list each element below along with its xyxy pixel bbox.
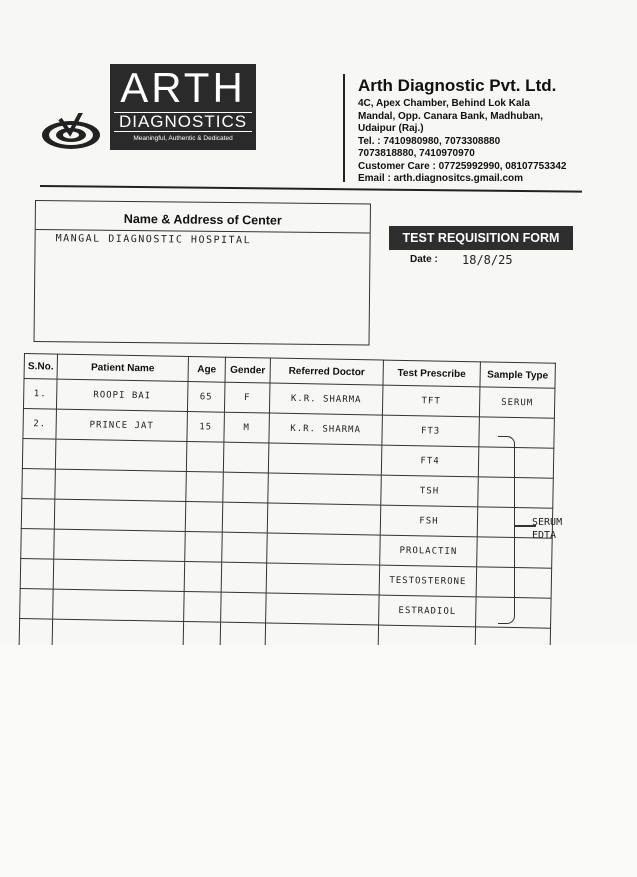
cell-doctor xyxy=(268,473,382,505)
requisition-table xyxy=(19,353,556,659)
cell-patient-name xyxy=(54,529,186,561)
col-sample-type: Sample Type xyxy=(480,362,555,388)
address-line: Udaipur (Raj.) xyxy=(358,123,424,134)
address-line: Email : arth.diagnositcs.gmail.com xyxy=(358,173,524,184)
cell-gender xyxy=(222,502,268,533)
cell-gender xyxy=(221,592,267,623)
company-name: Arth Diagnostic Pvt. Ltd. xyxy=(358,76,557,95)
cell-age xyxy=(184,591,222,622)
note-line-serum: SERUM xyxy=(532,517,563,528)
cell-patient-name xyxy=(53,589,185,621)
center-box xyxy=(34,200,371,346)
cell-test: TFT xyxy=(382,385,480,417)
cell-sample xyxy=(478,477,554,508)
cell-sno: 1. xyxy=(23,379,57,410)
cell-sno xyxy=(22,468,56,499)
cell-test: FT3 xyxy=(382,415,480,447)
date-value: 18/8/25 xyxy=(462,253,513,267)
brand-logo xyxy=(110,64,256,150)
cell-sno xyxy=(20,558,54,589)
address-line: Tel. : 7410980980, 7073308880 xyxy=(358,135,501,147)
cell-age xyxy=(186,442,224,473)
logo-tagline: Meaningful, Authentic & Dedicated xyxy=(133,135,233,142)
cell-gender: F xyxy=(224,382,270,413)
cell-age xyxy=(185,531,223,562)
center-title: Name & Address of Center xyxy=(123,211,282,228)
address-line: Mandal, Opp. Canara Bank, Madhuban, xyxy=(358,110,544,122)
col-gender: Gender xyxy=(225,357,270,383)
cell-sample xyxy=(478,447,554,478)
cell-patient-name xyxy=(55,469,187,501)
cell-patient-name: ROOPI BAI xyxy=(56,379,188,411)
cell-sample xyxy=(479,417,555,448)
date-label: Date : xyxy=(410,254,438,265)
note-line-edta: EDTA xyxy=(532,530,557,541)
cell-patient-name: PRINCE JAT xyxy=(56,409,188,441)
cell-gender xyxy=(223,442,269,473)
address-line: 7073818880, 7410970970 xyxy=(358,148,475,159)
cell-age: 15 xyxy=(187,412,225,443)
cell-doctor xyxy=(268,443,382,475)
torn-paper-area xyxy=(0,645,637,877)
col-sno: S.No. xyxy=(24,354,57,380)
cell-gender xyxy=(222,532,268,563)
cell-test: ESTRADIOL xyxy=(379,595,477,627)
address-line: 4C, Apex Chamber, Behind Lok Kala xyxy=(358,98,530,109)
cell-gender xyxy=(223,472,269,503)
cell-doctor xyxy=(266,563,380,595)
cell-patient-name xyxy=(54,499,186,531)
cell-gender: M xyxy=(224,412,270,443)
sample-type-note xyxy=(532,516,562,542)
cell-age xyxy=(184,561,222,592)
cell-age: 65 xyxy=(187,382,225,413)
cell-doctor xyxy=(267,533,381,565)
cell-patient-name xyxy=(55,439,187,471)
cell-sno xyxy=(21,528,55,559)
col-referred-doctor: Referred Doctor xyxy=(270,358,383,385)
cell-test: TESTOSTERONE xyxy=(379,565,477,597)
cell-doctor xyxy=(267,503,381,535)
cell-sno xyxy=(21,498,55,529)
cell-patient-name xyxy=(53,559,185,591)
company-address xyxy=(358,98,598,186)
address-line: Customer Care : 07725992990, 08107753342 xyxy=(358,160,567,172)
header-divider xyxy=(343,74,345,182)
test-group-bracket xyxy=(498,436,515,624)
target-logo-icon xyxy=(40,113,102,153)
cell-test: TSH xyxy=(381,475,479,507)
cell-sample: SERUM xyxy=(479,387,555,418)
cell-gender xyxy=(221,562,267,593)
cell-age xyxy=(186,471,224,502)
cell-test: FSH xyxy=(380,505,478,537)
logo-brand-text: ARTH xyxy=(120,64,246,111)
cell-sno xyxy=(22,438,56,469)
col-test-prescribe: Test Prescribe xyxy=(383,360,480,387)
cell-sno xyxy=(20,588,54,619)
form-title-badge: TEST REQUISITION FORM xyxy=(389,226,573,250)
cell-sno: 2. xyxy=(23,408,57,439)
cell-test: FT4 xyxy=(381,445,479,477)
logo-sub-text: DIAGNOSTICS xyxy=(114,112,252,132)
cell-age xyxy=(185,501,223,532)
cell-doctor xyxy=(266,593,380,625)
center-name: MANGAL DIAGNOSTIC HOSPITAL xyxy=(55,233,252,247)
cell-doctor: K.R. SHARMA xyxy=(269,383,383,415)
col-age: Age xyxy=(188,357,225,383)
cell-doctor: K.R. SHARMA xyxy=(269,413,383,445)
col-patient-name: Patient Name xyxy=(57,354,188,381)
cell-test: PROLACTIN xyxy=(380,535,478,567)
